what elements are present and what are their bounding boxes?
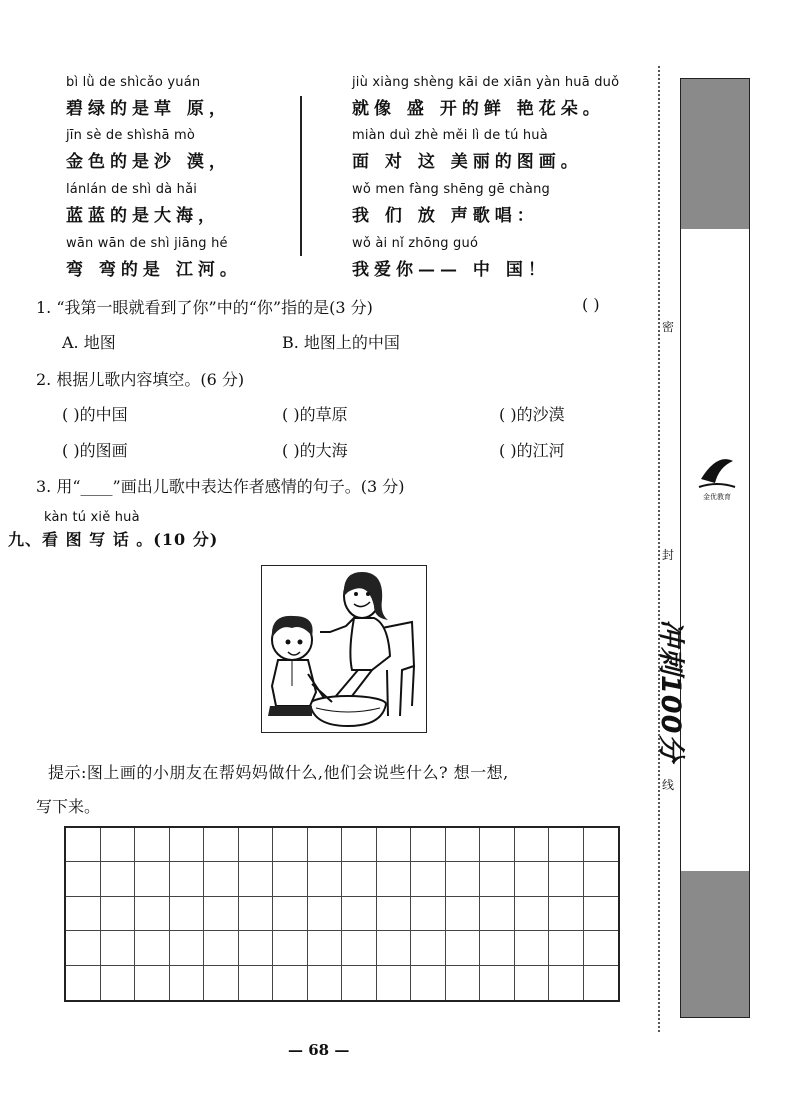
grid-cell[interactable] (342, 862, 377, 896)
binding-mark-seal: 密 (662, 320, 675, 334)
poem-right-pinyin-4: wǒ ài nǐ zhōng guó (352, 236, 479, 251)
grid-cell[interactable] (273, 966, 308, 1000)
poem-left-line-1: 碧绿的是草 原， (66, 99, 231, 119)
poem-right-pinyin-2: miàn duì zhè měi lì de tú huà (352, 128, 548, 143)
binding-dotted-line (658, 66, 660, 1032)
grid-cell[interactable] (584, 862, 619, 896)
fill-blank-desert[interactable]: ( )的沙漠 (499, 405, 565, 424)
poem-left-line-3: 蓝蓝的是大海， (66, 206, 220, 226)
grid-cell[interactable] (411, 862, 446, 896)
grid-cell[interactable] (480, 897, 515, 931)
poem-right-line-2: 面 对 这 美丽的图画。 (352, 152, 583, 172)
sidebar-panel (655, 78, 750, 1018)
grid-cell[interactable] (101, 931, 136, 965)
grid-cell[interactable] (584, 897, 619, 931)
grid-cell[interactable] (66, 931, 101, 965)
child-washing-mother-feet-illustration (262, 566, 425, 731)
sidebar-top-band (681, 79, 749, 229)
poem-left-pinyin-3: lánlán de shì dà hǎi (66, 182, 198, 197)
writing-hint-line-2: 写下来。 (36, 797, 101, 816)
grid-cell[interactable] (239, 931, 274, 965)
grid-cell[interactable] (377, 897, 412, 931)
grid-cell[interactable] (204, 862, 239, 896)
fill-blank-river[interactable]: ( )的江河 (499, 441, 565, 460)
sidebar-logo-caption: 金优教育 (703, 493, 731, 501)
grid-cell[interactable] (204, 897, 239, 931)
poem-right-line-3: 我 们 放 声歌唱： (352, 206, 539, 226)
fill-blank-grassland[interactable]: ( )的草原 (282, 405, 348, 424)
grid-cell[interactable] (342, 828, 377, 862)
fill-blank-picture[interactable]: ( )的图画 (62, 441, 128, 460)
grid-cell[interactable] (377, 828, 412, 862)
grid-cell[interactable] (549, 897, 584, 931)
question-1-option-a[interactable]: A. 地图 (62, 333, 116, 352)
grid-cell[interactable] (549, 828, 584, 862)
grid-cell[interactable] (549, 931, 584, 965)
grid-cell[interactable] (342, 931, 377, 965)
grid-cell[interactable] (273, 828, 308, 862)
grid-cell[interactable] (66, 862, 101, 896)
grid-cell[interactable] (377, 931, 412, 965)
section-9-pinyin: kàn tú xiě huà (44, 510, 140, 525)
grid-cell[interactable] (446, 966, 481, 1000)
grid-cell[interactable] (584, 828, 619, 862)
grid-cell[interactable] (101, 828, 136, 862)
page-number: — 68 — (288, 1041, 350, 1059)
grid-cell[interactable] (308, 931, 343, 965)
writing-hint-line-1: 提示:图上画的小朋友在帮妈妈做什么,他们会说些什么? 想一想, (48, 763, 509, 782)
grid-cell[interactable] (239, 828, 274, 862)
grid-cell[interactable] (515, 966, 550, 1000)
section-9-title: 九、看 图 写 话 。(10 分) (8, 530, 219, 549)
grid-cell[interactable] (515, 931, 550, 965)
poem-left-pinyin-4: wān wān de shì jiāng hé (66, 236, 228, 251)
fill-blank-china[interactable]: ( )的中国 (62, 405, 128, 424)
grid-cell[interactable] (66, 897, 101, 931)
grid-cell[interactable] (584, 931, 619, 965)
grid-cell[interactable] (239, 862, 274, 896)
grid-cell[interactable] (170, 931, 205, 965)
grid-cell[interactable] (411, 828, 446, 862)
grid-cell[interactable] (170, 897, 205, 931)
grid-cell[interactable] (204, 931, 239, 965)
binding-mark-envelope: 封 (662, 548, 675, 562)
question-2: 2. 根据儿歌内容填空。(6 分) (36, 370, 245, 389)
grid-cell[interactable] (342, 897, 377, 931)
grid-cell[interactable] (170, 966, 205, 1000)
grid-cell[interactable] (480, 862, 515, 896)
grid-cell[interactable] (101, 897, 136, 931)
grid-cell[interactable] (101, 966, 136, 1000)
grid-cell[interactable] (66, 966, 101, 1000)
fill-blank-sea[interactable]: ( )的大海 (282, 441, 348, 460)
question-3: 3. 用“____”画出儿歌中表达作者感情的句子。(3 分) (36, 477, 405, 496)
poem-divider (300, 96, 302, 256)
sidebar-logo (697, 453, 737, 503)
grid-cell[interactable] (239, 897, 274, 931)
grid-cell[interactable] (446, 862, 481, 896)
grid-cell[interactable] (377, 966, 412, 1000)
writing-grid[interactable] (64, 826, 620, 1002)
poem-left-line-2: 金色的是沙 漠， (66, 152, 231, 172)
grid-cell[interactable] (135, 862, 170, 896)
grid-cell[interactable] (549, 966, 584, 1000)
grid-cell[interactable] (273, 862, 308, 896)
question-1-answer-blank[interactable]: ( ) (582, 295, 600, 314)
grid-cell[interactable] (135, 897, 170, 931)
grid-cell[interactable] (411, 931, 446, 965)
poem-right-line-4: 我爱你—— 中 国！ (352, 260, 550, 280)
sail-logo-icon (697, 453, 737, 503)
grid-cell[interactable] (135, 966, 170, 1000)
grid-cell[interactable] (480, 931, 515, 965)
grid-cell[interactable] (308, 966, 343, 1000)
poem-right-pinyin-3: wǒ men fàng shēng gē chàng (352, 182, 550, 197)
grid-cell[interactable] (342, 966, 377, 1000)
grid-cell[interactable] (204, 828, 239, 862)
grid-cell[interactable] (308, 828, 343, 862)
grid-cell[interactable] (204, 966, 239, 1000)
sidebar-bottom-band (681, 871, 749, 1017)
grid-cell[interactable] (239, 966, 274, 1000)
grid-cell[interactable] (515, 862, 550, 896)
grid-cell[interactable] (446, 897, 481, 931)
poem-right-pinyin-1: jiù xiàng shèng kāi de xiān yàn huā duǒ (352, 75, 620, 90)
grid-cell[interactable] (101, 862, 136, 896)
poem-right-line-1: 就像 盛 开的鲜 艳花朵。 (352, 99, 605, 119)
grid-cell[interactable] (170, 862, 205, 896)
sidebar-brand: 冲刺100分 (655, 619, 686, 763)
grid-cell[interactable] (446, 931, 481, 965)
grid-cell[interactable] (515, 828, 550, 862)
grid-cell[interactable] (308, 897, 343, 931)
grid-cell[interactable] (377, 862, 412, 896)
grid-cell[interactable] (584, 966, 619, 1000)
grid-cell[interactable] (66, 828, 101, 862)
grid-cell[interactable] (515, 897, 550, 931)
grid-cell[interactable] (135, 828, 170, 862)
grid-cell[interactable] (273, 897, 308, 931)
grid-cell[interactable] (135, 931, 170, 965)
grid-cell[interactable] (170, 828, 205, 862)
question-1-option-b[interactable]: B. 地图上的中国 (282, 333, 400, 352)
grid-cell[interactable] (480, 966, 515, 1000)
illustration-frame (261, 565, 427, 733)
grid-cell[interactable] (411, 897, 446, 931)
poem-left-pinyin-1: bì lǜ de shìcǎo yuán (66, 75, 201, 90)
question-1: 1. “我第一眼就看到了你”中的“你”指的是(3 分) (36, 298, 373, 317)
grid-cell[interactable] (446, 828, 481, 862)
grid-cell[interactable] (411, 966, 446, 1000)
binding-mark-line: 线 (662, 778, 675, 792)
grid-cell[interactable] (480, 828, 515, 862)
poem-left-pinyin-2: jīn sè de shìshā mò (66, 128, 196, 143)
grid-cell[interactable] (549, 862, 584, 896)
poem-left-line-4: 弯 弯的是 江河。 (66, 260, 242, 280)
grid-cell[interactable] (308, 862, 343, 896)
grid-cell[interactable] (273, 931, 308, 965)
